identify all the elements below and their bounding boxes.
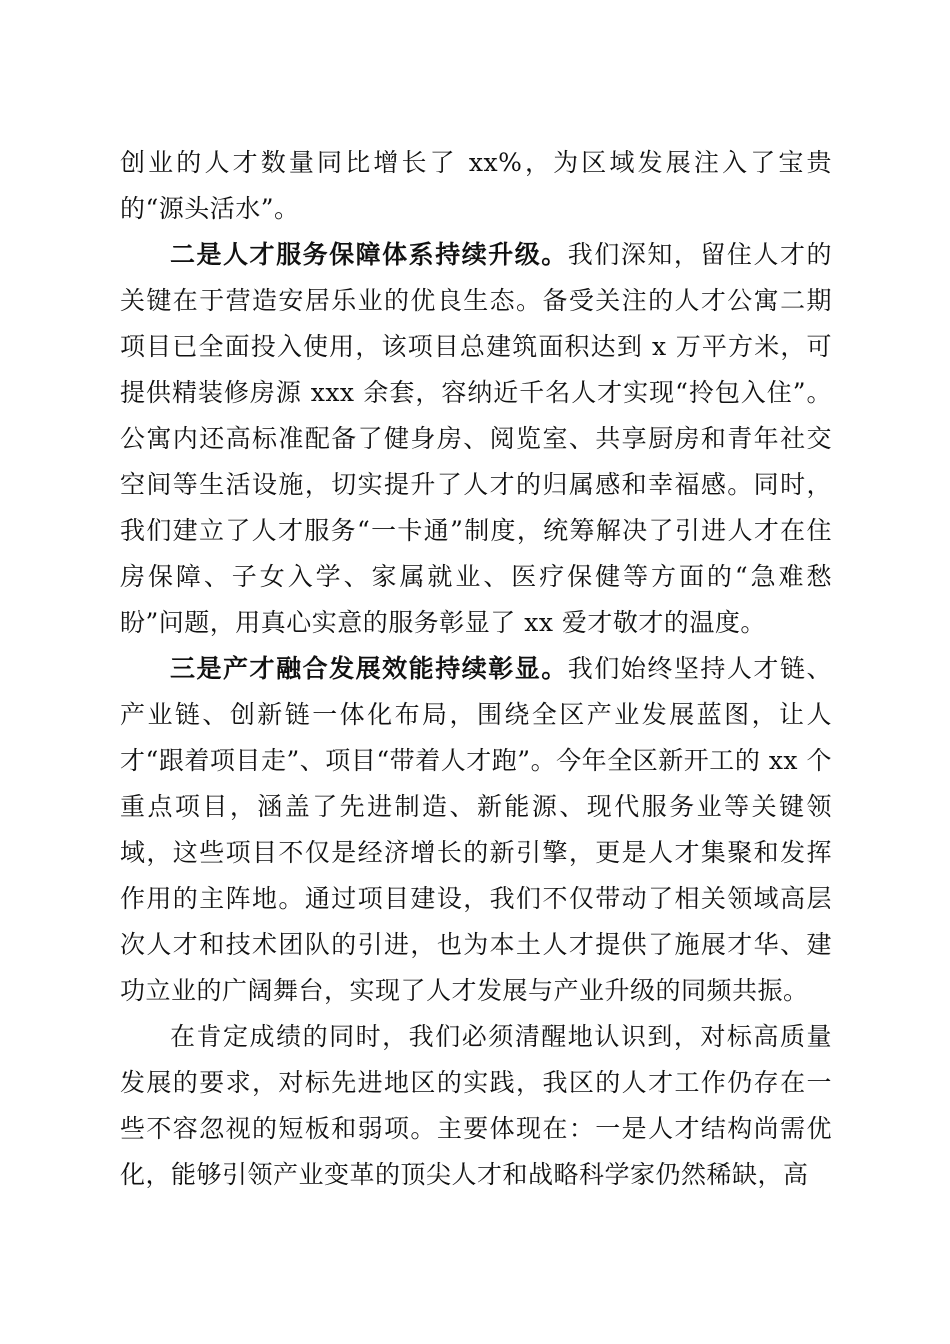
paragraph-heading: 二是人才服务保障体系持续升级。 [170, 240, 568, 269]
paragraph-housing-services [120, 232, 832, 646]
paragraph-heading: 三是产才融合发展效能持续彰显。 [170, 654, 568, 683]
paragraph-text: 我们深知，留住人才的关键在于营造安居乐业的优良生态。备受关注的人才公寓二期项目已全面投入使用，该项目总建筑面积达到 x 万平方米，可提供精装修房源 xxx 余套，容纳近千名人才实现“拎包入住”。公寓内还高标准配备了健身房、阅览室、共享厨房和青年社交空间等生活设施，切实提升了人才的归属感和幸福感。同时，我们建立了人才服务“一卡通”制度，统筹解决了引进人才在住房保障、子女入学、家属就业、医疗保健等方面的“急难愁盼”问题，用真心实意的服务彰显了 xx 爱才敬才的温度。 [120, 240, 832, 637]
paragraph-text: 在肯定成绩的同时，我们必须清醒地认识到，对标高质量发展的要求，对标先进地区的实践，我区的人才工作仍存在一些不容忽视的短板和弱项。主要体现在：一是人才结构尚需优化，能够引领产业变革的顶尖人才和战略科学家仍然稀缺，高 [120, 1022, 832, 1189]
document-body [120, 140, 832, 1198]
paragraph-industry-talent [120, 646, 832, 1014]
paragraph-shortcomings [120, 1014, 832, 1198]
paragraph-text: 我们始终坚持人才链、产业链、创新链一体化布局，围绕全区产业发展蓝图，让人才“跟着项目走”、项目“带着人才跑”。今年全区新开工的 xx 个重点项目，涵盖了先进制造、新能源、现代服务业等关键领域，这些项目不仅是经济增长的新引擎，更是人才集聚和发挥作用的主阵地。通过项目建设，我们不仅带动了相关领域高层次人才和技术团队的引进，也为本土人才提供了施展才华、建功立业的广阔舞台，实现了人才发展与产业升级的同频共振。 [120, 654, 832, 1005]
paragraph-continuation [120, 140, 832, 232]
paragraph-text: 创业的人才数量同比增长了 xx%，为区域发展注入了宝贵的“源头活水”。 [120, 148, 832, 223]
